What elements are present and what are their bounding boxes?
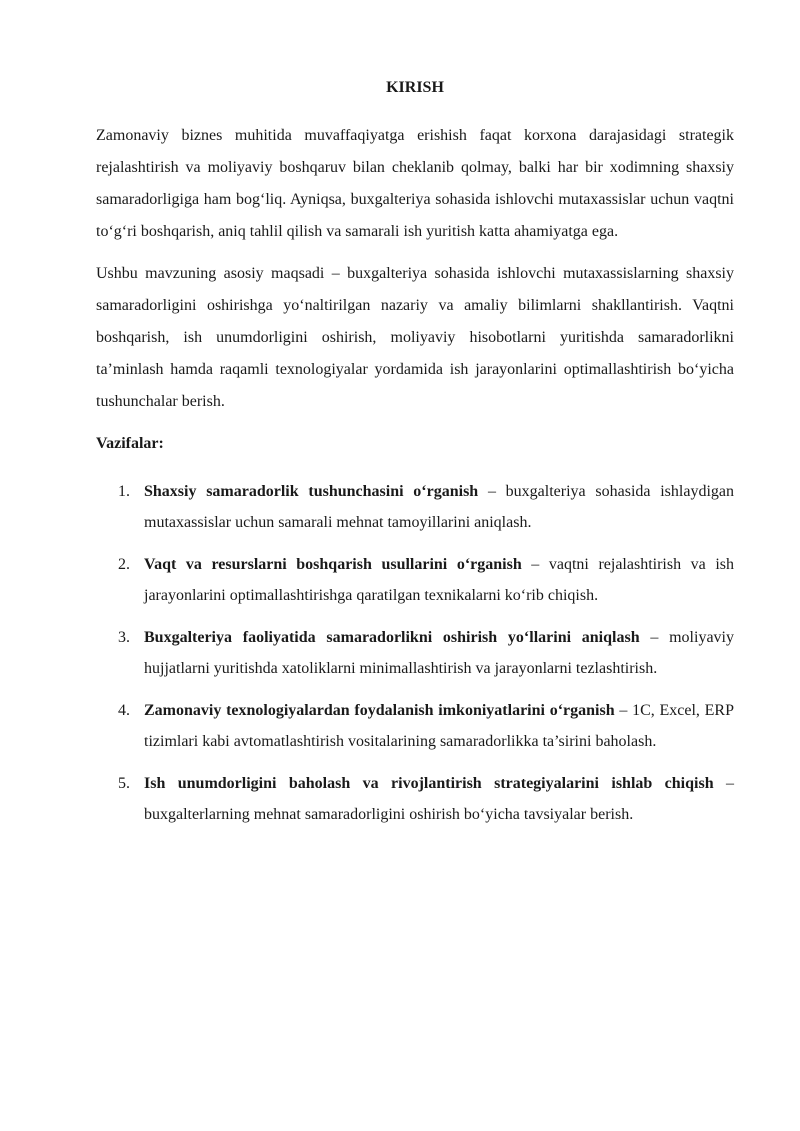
list-item-number: 5. <box>118 775 130 792</box>
list-item-number: 3. <box>118 629 130 646</box>
list-item-title: Shaxsiy samaradorlik tushunchasini o‘rganish <box>144 483 479 500</box>
list-item-description: – moliyaviy hujjatlarni yuritishda xatoliklarni minimallashtirish va jarayonlarni tezlashtirish. <box>144 629 734 677</box>
list-item <box>96 622 734 684</box>
list-item-title: Buxgalteriya faoliyatida samaradorlikni oshirish yo‘llarini aniqlash <box>144 629 640 646</box>
list-item-description: – 1C, Excel, ERP tizimlari kabi avtomatlashtirish vositalarining samaradorlikka ta’sirini baholash. <box>144 702 734 750</box>
list-item-description: – vaqtni rejalashtirish va ish jarayonlarini optimallashtirishga qaratilgan texnikalarni ko‘rib chiqish. <box>144 556 735 604</box>
list-item <box>96 549 734 611</box>
goal-paragraph: Ushbu mavzuning asosiy maqsadi – buxgalteriya sohasida ishlovchi mutaxassislarning shaxsiy samaradorligini oshirishga yo‘naltirilgan nazariy va amaliy bilimlarni shakllantirish. Vaqtni boshqarish, ish unumdorligini oshirish, moliyaviy hisobotlarni yuritishda samaradorlikni ta’minlash hamda raqamli texnologiyalar yordamida ish jarayonlarini optimallashtirish bo‘yicha tushunchalar berish. <box>96 265 734 410</box>
list-item-title: Zamonaviy texnologiyalardan foydalanish imkoniyatlarini o‘rganish <box>144 702 615 719</box>
list-item <box>96 476 734 538</box>
page-title: KIRISH <box>386 79 444 96</box>
list-item-title: Ish unumdorligini baholash va rivojlantirish strategiyalarini ishlab chiqish <box>144 775 714 792</box>
list-item-number: 4. <box>118 702 130 719</box>
list-item-description: – buxgalterlarning mehnat samaradorligini oshirish bo‘yicha tavsiyalar berish. <box>144 775 735 823</box>
tasks-heading: Vazifalar: <box>96 435 164 452</box>
list-item-number: 2. <box>118 556 130 573</box>
tasks-list <box>96 476 734 830</box>
list-item-number: 1. <box>118 483 130 500</box>
intro-paragraph: Zamonaviy biznes muhitida muvaffaqiyatga erishish faqat korxona darajasidagi strategik rejalashtirish va moliyaviy boshqaruv bilan cheklanib qolmay, balki har bir xodimning shaxsiy samaradorligiga ham bog‘liq. Ayniqsa, buxgalteriya sohasida ishlovchi mutaxassislar uchun vaqtni to‘g‘ri boshqarish, aniq tahlil qilish va samarali ish yuritish katta ahamiyatga ega. <box>96 127 734 240</box>
list-item-title: Vaqt va resurslarni boshqarish usullarini o‘rganish <box>144 556 522 573</box>
list-item <box>96 695 734 757</box>
document-page <box>96 68 734 841</box>
list-item <box>96 768 734 830</box>
list-item-description: – buxgalteriya sohasida ishlaydigan mutaxassislar uchun samarali mehnat tamoyillarini aniqlash. <box>144 483 734 531</box>
